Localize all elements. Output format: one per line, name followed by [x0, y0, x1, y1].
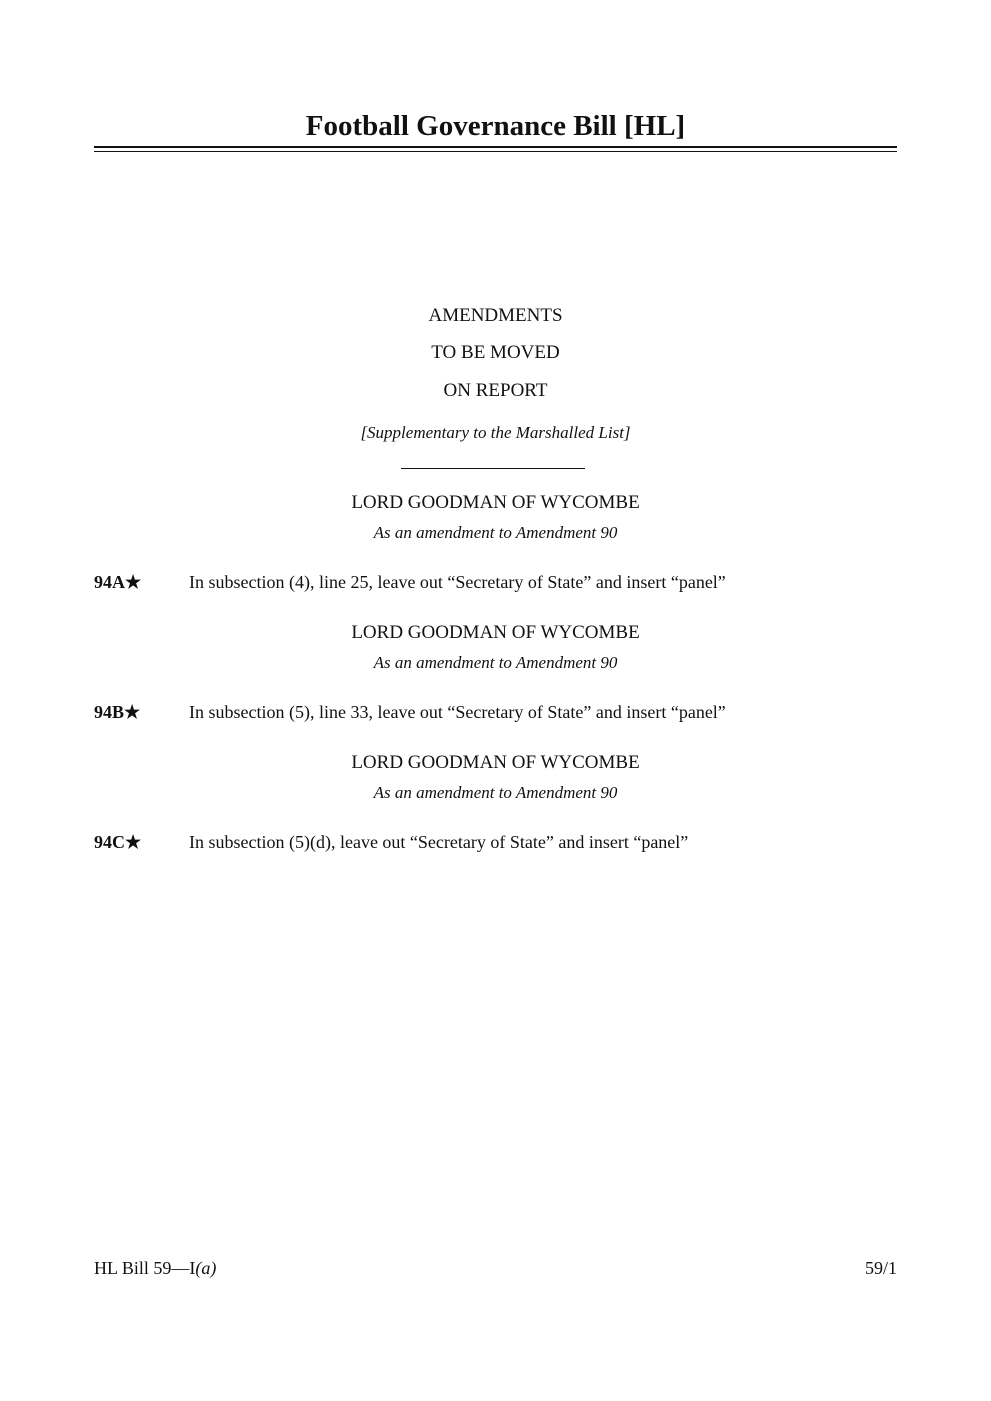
amendment-text: In subsection (5), line 33, leave out “Secretary of State” and insert “panel”: [189, 702, 726, 722]
heading-line-to-be-moved: TO BE MOVED: [431, 342, 560, 363]
amendment-number: 94C★: [94, 832, 142, 852]
amendment-row: [94, 570, 897, 594]
amendment-row: [94, 700, 897, 724]
sponsor-name: LORD GOODMAN OF WYCOMBE: [351, 622, 640, 643]
bill-reference: [94, 1256, 216, 1280]
amendment-note: As an amendment to Amendment 90: [373, 523, 618, 542]
section-divider: [401, 468, 585, 469]
page-reference: 59/1: [864, 1258, 897, 1278]
heading-line-amendments: AMENDMENTS: [428, 305, 563, 326]
bill-reference-main: HL Bill 59—I: [94, 1258, 196, 1278]
amendment-text: In subsection (5)(d), leave out “Secretary of State” and insert “panel”: [189, 832, 689, 852]
heading-line-on-report: ON REPORT: [443, 380, 548, 401]
sponsor-name: LORD GOODMAN OF WYCOMBE: [351, 492, 640, 513]
amendment-note: As an amendment to Amendment 90: [373, 653, 618, 672]
page-title: Football Governance Bill [HL]: [305, 110, 686, 142]
amendment-number: 94A★: [94, 572, 142, 592]
sponsor-name: LORD GOODMAN OF WYCOMBE: [351, 752, 640, 773]
title-rule-thick: [94, 146, 897, 148]
amendment-note: As an amendment to Amendment 90: [373, 783, 618, 802]
amendment-text: In subsection (4), line 25, leave out “Secretary of State” and insert “panel”: [189, 572, 726, 592]
bill-reference-suffix: (a): [195, 1258, 217, 1278]
subheading: [Supplementary to the Marshalled List]: [360, 423, 631, 442]
amendment-row: [94, 830, 897, 854]
title-rule-thin: [94, 151, 897, 152]
amendment-number: 94B★: [94, 702, 141, 722]
